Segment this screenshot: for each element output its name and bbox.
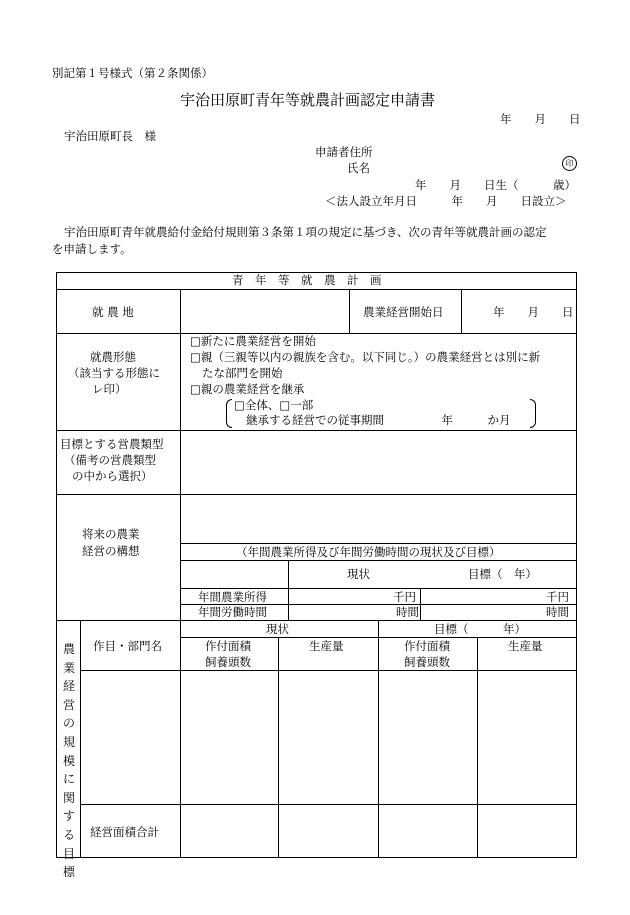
succession-scope-options[interactable]: □全体、□一部 <box>234 398 314 412</box>
farming-type-label-3: レ印） <box>92 382 127 396</box>
form-reference: 別記第１号様式（第２条関係） <box>52 66 213 80</box>
farming-type-option-new-division[interactable]: □親（三親等以内の親族を含む。以下同じ。）の農業経営とは別に新 <box>190 350 541 364</box>
succession-period: 継承する経営での従事期間 年 か月 <box>246 413 511 427</box>
start-date-value: 年 月 日 <box>493 305 574 319</box>
target-livestock-label: 飼養頭数 <box>404 655 450 669</box>
annual-income-label: 年間農業所得 <box>198 590 267 604</box>
current-area-label: 作付面積 <box>205 639 251 653</box>
target-type-label-3: の中から選択） <box>72 469 153 483</box>
target-production-label: 生産量 <box>508 639 543 653</box>
crop-division-label: 作目・部門名 <box>93 639 162 653</box>
current-livestock-label: 飼養頭数 <box>205 655 251 669</box>
total-area-label: 経営面積合計 <box>90 825 159 839</box>
scale-target-label: 目標（ 年） <box>434 622 526 636</box>
application-date: 年 月 日 <box>500 112 581 126</box>
left-brace <box>226 399 232 428</box>
annual-hours-label: 年間労働時間 <box>198 605 267 619</box>
current-production-label: 生産量 <box>309 639 344 653</box>
farm-location-label: 就 農 地 <box>92 305 134 319</box>
vision-label: 将来の農業 <box>82 527 140 541</box>
income-current-label: 現状 <box>347 567 370 581</box>
applicant-address-label: 申請者住所 <box>315 145 373 159</box>
applicant-name-label: 氏名 <box>347 161 370 175</box>
annual-income-current-unit: 千円 <box>393 590 416 604</box>
start-date-label: 農業経営開始日 <box>363 305 444 319</box>
farming-type-option-succession[interactable]: □親の農業経営を継承 <box>190 382 305 396</box>
scale-current-label: 現状 <box>266 622 289 636</box>
body-text-line-2: を申請します。 <box>52 242 132 256</box>
target-area-label: 作付面積 <box>404 639 450 653</box>
annual-income-target-unit: 千円 <box>546 590 569 604</box>
corporation-date-line: ＜法人設立年月日 年 月 日設立＞ <box>325 194 567 208</box>
target-type-label: 目標とする営農類型 <box>60 437 164 451</box>
farming-type-label-2: （該当する形態に <box>68 366 160 380</box>
addressee: 宇治田原町長 様 <box>64 129 156 143</box>
annual-hours-current-unit: 時間 <box>396 605 419 619</box>
table-heading: 青 年 等 就 農 計 画 <box>232 273 382 287</box>
farming-type-option-new[interactable]: □新たに農業経営を開始 <box>190 334 316 348</box>
birth-date-line: 年 月 日生（ 歳） <box>415 178 576 192</box>
farming-type-label: 就農形態 <box>90 350 136 364</box>
income-target-label: 目標（ 年） <box>468 567 537 581</box>
annual-hours-target-unit: 時間 <box>546 605 569 619</box>
body-text-line-1: 宇治田原町青年就農給付金給付規則第３条第１項の規定に基づき、次の青年等就農計画の認定 <box>64 225 547 239</box>
document-title: 宇治田原町青年等就農計画認定申請書 <box>180 91 436 109</box>
target-type-label-2: （備考の営農類型 <box>64 453 156 467</box>
income-heading: （年間農業所得及び年間労働時間の現状及び目標） <box>236 545 501 559</box>
scale-vertical-label: 農業経営の規模に関する目標 <box>62 642 75 880</box>
seal-mark: 印 <box>562 156 577 171</box>
vision-label-2: 経営の構想 <box>82 544 140 558</box>
farming-type-option-new-division-cont: たな部門を開始 <box>202 366 283 380</box>
right-brace <box>530 399 536 428</box>
